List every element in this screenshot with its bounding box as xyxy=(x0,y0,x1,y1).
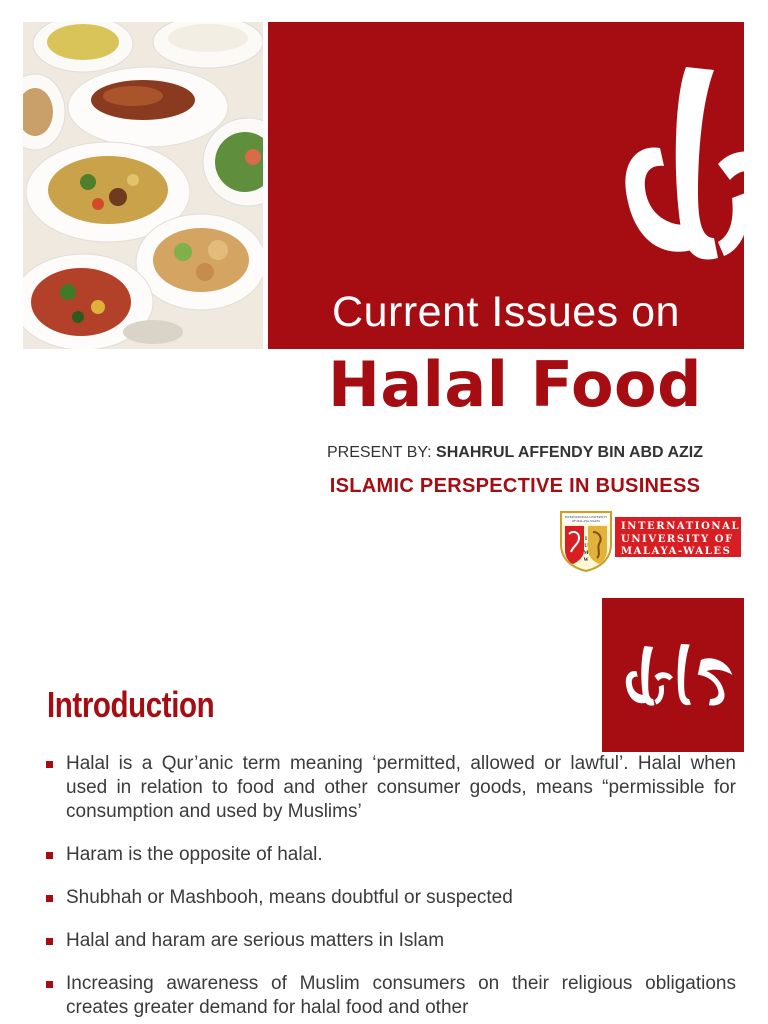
bullet-text: Haram is the opposite of halal. xyxy=(66,844,323,865)
title-banner xyxy=(268,22,744,349)
logo-line: MALAYA-WALES xyxy=(621,546,732,557)
logo-line: INTERNATIONAL xyxy=(621,521,741,532)
bullet-item xyxy=(46,929,736,953)
svg-text:OF MALAYA-WALES: OF MALAYA-WALES xyxy=(571,519,601,523)
bullet-text: Halal and haram are serious matters in Islam xyxy=(66,930,445,951)
course-title: ISLAMIC PERSPECTIVE IN BUSINESS xyxy=(329,475,701,497)
bullet-text: Shubhah or Mashbooh, means doubtful or suspected xyxy=(66,887,513,908)
bullet-item xyxy=(46,752,736,824)
introduction-slide xyxy=(0,580,768,1024)
bullet-square-icon xyxy=(46,761,53,768)
svg-text:W: W xyxy=(583,558,589,563)
slide-title: Halal Food xyxy=(327,348,703,421)
bullet-square-icon xyxy=(46,895,53,902)
svg-text:INTERNATIONAL UNIVERSITY: INTERNATIONAL UNIVERSITY xyxy=(564,515,608,519)
crest-icon xyxy=(559,510,613,572)
bullet-item xyxy=(46,886,736,910)
halal-arabic-calligraphy xyxy=(568,52,768,282)
presenter-name: SHAHRUL AFFENDY BIN ABD AZIZ xyxy=(436,444,704,461)
bullet-list xyxy=(46,752,736,1024)
slide-heading: Introduction xyxy=(47,684,215,725)
logo-wordmark xyxy=(615,517,741,557)
university-logo xyxy=(559,510,741,572)
bullet-item xyxy=(46,843,736,867)
halal-arabic-calligraphy-small xyxy=(608,622,738,732)
presenter-label: PRESENT BY: xyxy=(326,444,437,461)
bullet-square-icon xyxy=(46,981,53,988)
svg-text:U: U xyxy=(584,544,588,549)
bullet-square-icon xyxy=(46,852,53,859)
presenter-line xyxy=(300,444,730,462)
halal-logo-box xyxy=(602,598,744,752)
svg-text:I: I xyxy=(585,537,587,542)
logo-line: UNIVERSITY OF xyxy=(621,533,734,545)
bullet-text: Increasing awareness of Muslim consumers on their religious obligations creates greater demand for halal food and other xyxy=(66,973,736,1018)
bullet-square-icon xyxy=(46,938,53,945)
svg-text:M: M xyxy=(583,551,589,556)
bullet-item xyxy=(46,972,736,1020)
bullet-text: Halal is a Qur’anic term meaning ‘permitted, allowed or lawful’. Halal when used in relation to food and other consumer goods, means “permissible for consumption and used by Muslims’ xyxy=(66,753,736,822)
food-dishes-photo xyxy=(23,22,263,349)
subtitle: Current Issues on xyxy=(332,288,680,336)
